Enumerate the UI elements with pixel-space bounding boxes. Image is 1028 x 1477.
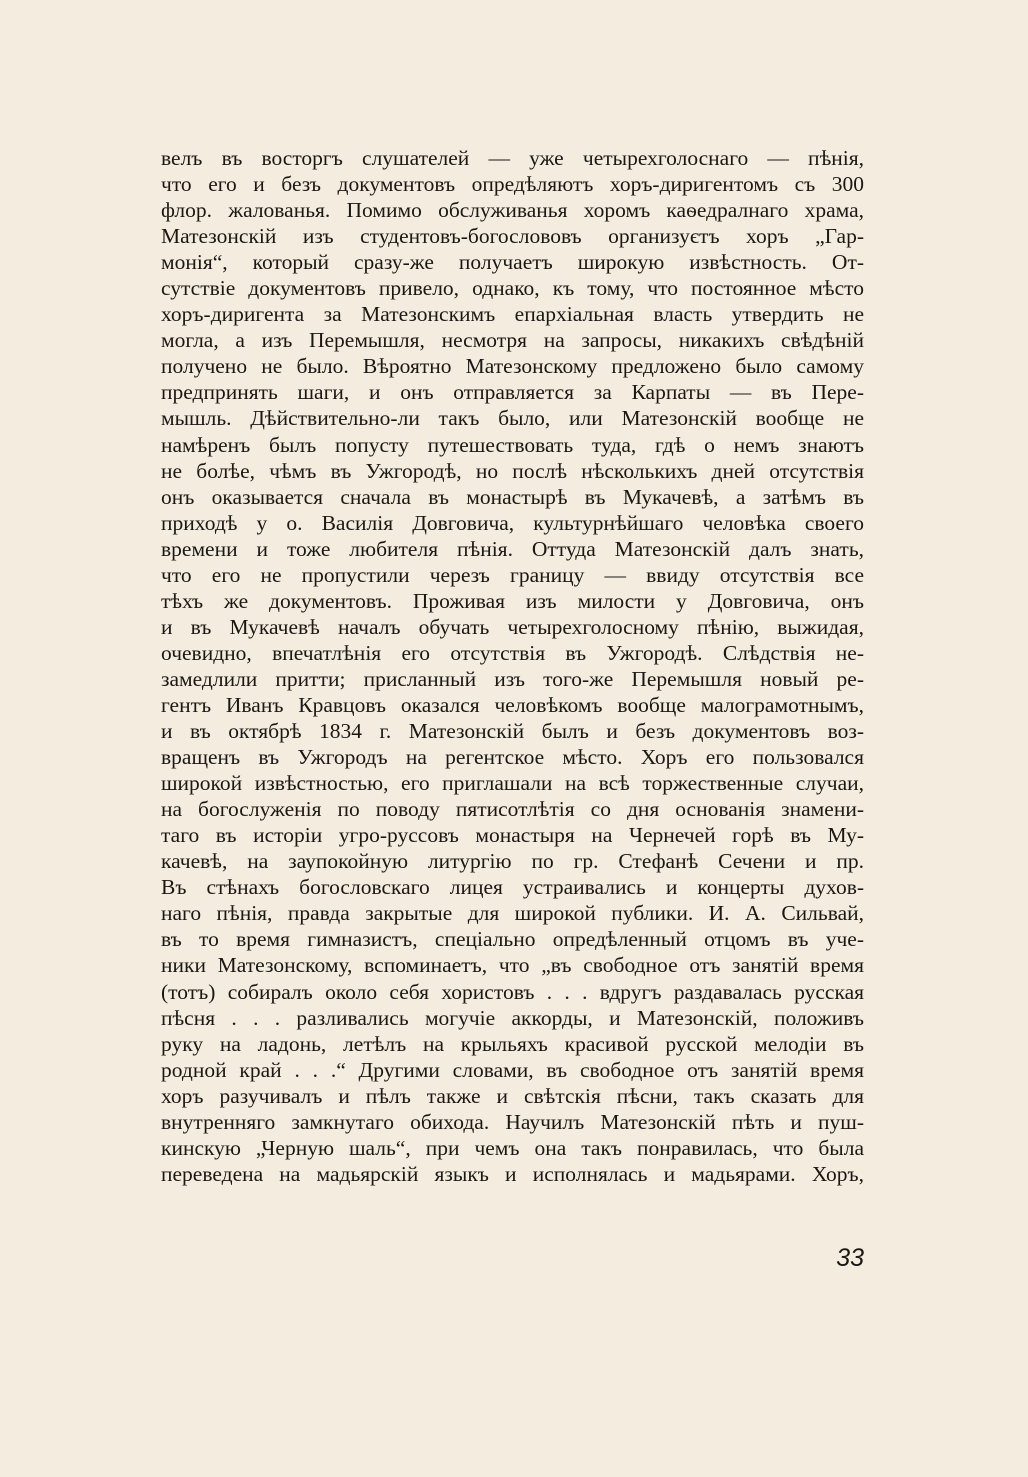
text-line: вращенъ въ Ужгородъ на регентское мѣсто. Хоръ его пользовался <box>161 745 864 770</box>
text-line: гентъ Иванъ Кравцовъ оказался человѣкомъ вообще малограмотнымъ, <box>161 692 864 717</box>
text-line: кинскую „Черную шаль“, при чемъ она такъ понравилась, что была <box>161 1135 864 1160</box>
body-text <box>161 145 864 1187</box>
text-line: Въ стѣнахъ богословскаго лицея устраивались и концерты духов- <box>161 875 864 900</box>
text-line: могла, а изъ Перемышля, несмотря на запросы, никакихъ свѣдѣній <box>161 328 864 353</box>
text-line: монія“, который сразу-же получаетъ широкую извѣстность. От- <box>161 250 864 275</box>
text-line: ники Матезонскому, вспоминаетъ, что „въ свободное отъ занятій время <box>161 953 864 978</box>
text-line: качевѣ, на заупокойную литургію по гр. Стефанѣ Сечени и пр. <box>161 849 864 874</box>
text-line: что его и безъ документовъ опредѣляютъ хоръ-диригентомъ съ 300 <box>161 172 864 197</box>
text-line: въ то время гимназистъ, спеціально опредѣленный отцомъ въ уче- <box>161 927 864 952</box>
text-line: переведена на мадьярскій языкъ и исполнялась и мадьярами. Хоръ, <box>161 1161 864 1186</box>
text-line: и въ Мукачевѣ началъ обучать четырехголосному пѣнію, выжидая, <box>161 614 864 639</box>
text-line: флор. жалованья. Помимо обслуживанья хоромъ каѳедралнаго храма, <box>161 198 864 223</box>
text-line: тѣхъ же документовъ. Проживая изъ милости у Довговича, онъ <box>161 588 864 613</box>
text-line: руку на ладонь, летѣлъ на крыльяхъ красивой русской мелодіи въ <box>161 1031 864 1056</box>
text-line: (тотъ) собиралъ около себя хористовъ . . . вдругъ раздавалась русская <box>161 979 864 1004</box>
text-line: хоръ разучивалъ и пѣлъ также и свѣтскія пѣсни, такъ сказать для <box>161 1083 864 1108</box>
text-line: онъ оказывается сначала въ монастырѣ въ Мукачевѣ, а затѣмъ въ <box>161 484 864 509</box>
text-line: широкой извѣстностью, его приглашали на всѣ торжественные случаи, <box>161 771 864 796</box>
page-number: 33 <box>836 1244 864 1272</box>
text-line: Матезонскій изъ студентовъ-богослововъ организуєтъ хоръ „Гар- <box>161 224 864 249</box>
text-line: времени и тоже любителя пѣнія. Оттуда Матезонскій далъ знать, <box>161 536 864 561</box>
text-line: пѣсня . . . разливались могучіе аккорды, и Матезонскій, положивъ <box>161 1005 864 1030</box>
text-line: очевидно, впечатлѣнія его отсутствія въ Ужгородѣ. Слѣдствія не- <box>161 640 864 665</box>
text-line: получено не было. Вѣроятно Матезонскому предложено было самому <box>161 354 864 379</box>
text-line: замедлили притти; присланный изъ того-же Перемышля новый ре- <box>161 666 864 691</box>
text-line: сутствіе документовъ привело, однако, къ тому, что постоянное мѣсто <box>161 276 864 301</box>
text-line: наго пѣнія, правда закрытые для широкой публики. И. А. Сильвай, <box>161 901 864 926</box>
text-line: приходѣ у о. Василія Довговича, культурнѣйшаго человѣка своего <box>161 510 864 535</box>
text-line: велъ въ восторгъ слушателей — уже четырехголоснаго — пѣнія, <box>161 146 864 170</box>
text-line: что его не пропустили черезъ границу — ввиду отсутствія все <box>161 562 864 587</box>
text-line: таго въ исторіи угро-руссовъ монастыря на Чернечей горѣ въ Му- <box>161 823 864 848</box>
text-line: хоръ-диригента за Матезонскимъ епархіальная власть утвердить не <box>161 302 864 327</box>
text-line: предпринять шаги, и онъ отправляется за Карпаты — въ Пере- <box>161 380 864 405</box>
text-line: не болѣе, чѣмъ въ Ужгородѣ, но послѣ нѣсколькихъ дней отсутствія <box>161 458 864 483</box>
text-line: родной край . . .“ Другими словами, въ свободное отъ занятій время <box>161 1057 864 1082</box>
text-line: на богослуженія по поводу пятисотлѣтія со дня основанія знамени- <box>161 797 864 822</box>
text-line: и въ октябрѣ 1834 г. Матезонскій былъ и безъ документовъ воз- <box>161 719 864 744</box>
text-line: мышль. Дѣйствительно-ли такъ было, или Матезонскій вообще не <box>161 406 864 431</box>
text-line: внутренняго замкнутаго обихода. Научилъ Матезонскій пѣть и пуш- <box>161 1109 864 1134</box>
text-line: намѣренъ былъ попусту путешествовать туда, гдѣ о немъ знаютъ <box>161 432 864 457</box>
